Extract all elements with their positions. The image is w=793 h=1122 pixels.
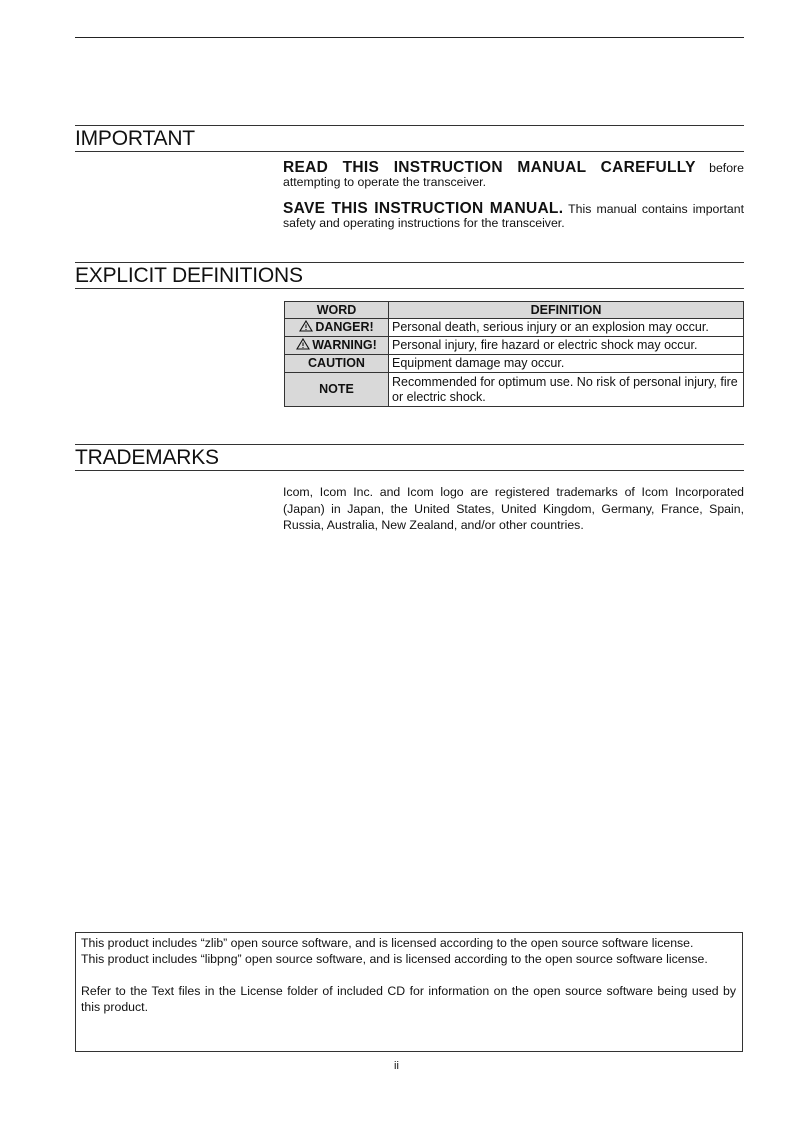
- definition-cell-note: Recommended for optimum use. No risk of personal injury, fire or electric shock.: [389, 373, 744, 407]
- definition-cell-warning: Personal injury, fire hazard or electric shock may occur.: [389, 337, 744, 355]
- table-row-warning: [285, 337, 744, 355]
- table-row-danger: [285, 319, 744, 337]
- warning-triangle-icon: [299, 320, 313, 332]
- word-label-danger: DANGER!: [315, 320, 374, 334]
- save-manual-text: This manual contains important safety and operating instructions for the transceiver.: [283, 202, 744, 230]
- table-row-note: [285, 373, 744, 407]
- read-manual-lead: READ THIS INSTRUCTION MANUAL CAREFULLY: [283, 159, 696, 176]
- word-cell-warning: [285, 337, 389, 355]
- word-cell-caution: CAUTION: [285, 355, 389, 373]
- trademarks-paragraph: Icom, Icom Inc. and Icom logo are registered trademarks of Icom Incorporated (Japan) in Japan, the United States, United Kingdom, Germany, France, Spain, Russia, Australia, New Zealand, and/or other countries.: [283, 485, 744, 532]
- section-title-important: IMPORTANT: [75, 125, 744, 152]
- word-label-warning: WARNING!: [312, 338, 377, 352]
- important-paragraph-save: [283, 202, 744, 230]
- read-manual-text: before attempting to operate the transceiver.: [283, 161, 744, 189]
- notice-libpng: This product includes “libpng” open source software, and is licensed according to the open source software license.: [81, 952, 708, 966]
- word-cell-note: NOTE: [285, 373, 389, 407]
- definitions-table: [284, 301, 744, 407]
- definition-cell-caution: Equipment damage may occur.: [389, 355, 744, 373]
- open-source-notice: [75, 932, 743, 1052]
- page-number: ii: [394, 1060, 399, 1072]
- important-paragraph-read: [283, 161, 744, 189]
- table-header-row: [285, 302, 744, 319]
- save-manual-lead: SAVE THIS INSTRUCTION MANUAL.: [283, 200, 564, 217]
- notice-license-folder: Refer to the Text files in the License folder of included CD for information on the open source software being used by this product.: [81, 984, 736, 1014]
- definition-cell-danger: Personal death, serious injury or an explosion may occur.: [389, 319, 744, 337]
- top-rule: [75, 37, 744, 38]
- warning-triangle-icon: [296, 338, 310, 350]
- notice-zlib: This product includes “zlib” open source software, and is licensed according to the open source software license.: [81, 936, 694, 950]
- column-header-definition: DEFINITION: [389, 302, 744, 319]
- section-title-definitions: EXPLICIT DEFINITIONS: [75, 262, 744, 289]
- word-cell-danger: [285, 319, 389, 337]
- column-header-word: WORD: [285, 302, 389, 319]
- section-title-trademarks: TRADEMARKS: [75, 444, 744, 471]
- table-row-caution: [285, 355, 744, 373]
